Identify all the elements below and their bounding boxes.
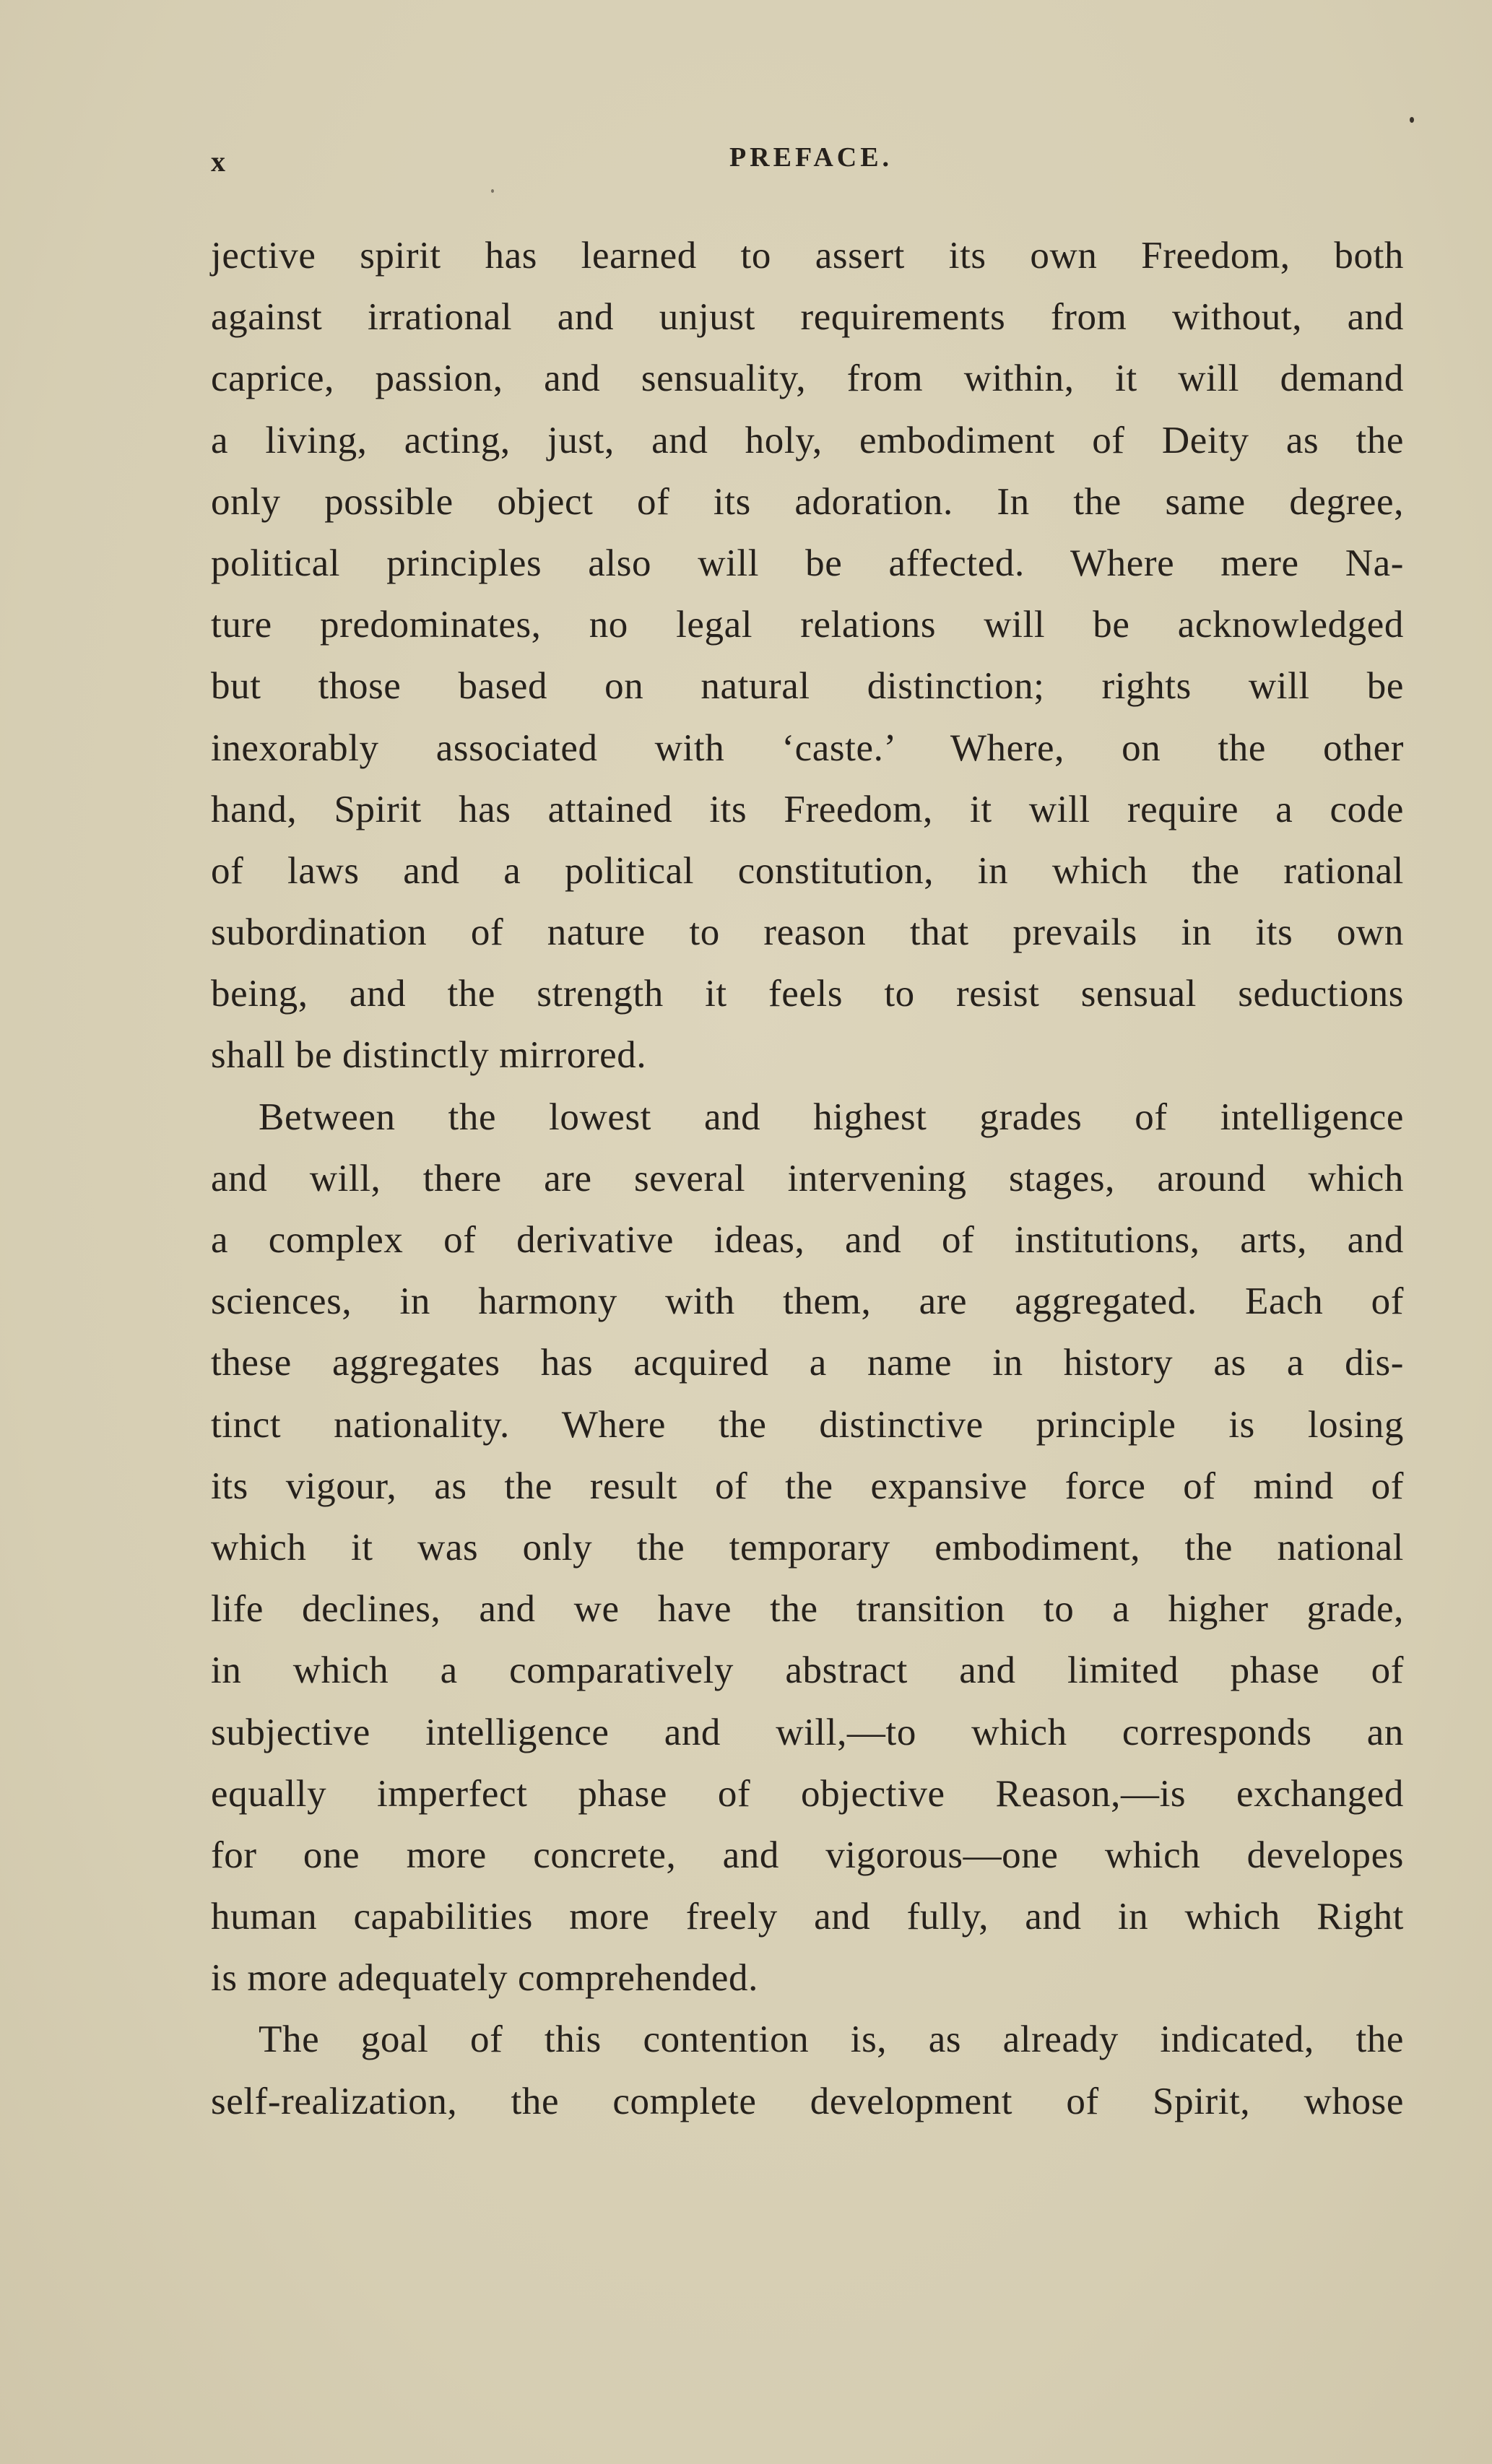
text-line: a living, acting, just, and holy, embodiment of Deity as the (211, 419, 1404, 461)
text-line: is more adequately comprehended. (211, 1957, 758, 2000)
text-line: shall be distinctly mirrored. (211, 1034, 647, 1077)
text-line: jective spirit has learned to assert its own Freedom, both (211, 235, 1404, 277)
body-text (211, 225, 1404, 2133)
text-line: which it was only the temporary embodiment, the national (211, 1526, 1404, 1569)
text-line: but those based on natural distinction; rights will be (211, 665, 1404, 708)
text-line: being, and the strength it feels to resist sensual seductions (211, 973, 1404, 1015)
text-line: equally imperfect phase of objective Reason,—is exchanged (211, 1772, 1404, 1815)
text-line: against irrational and unjust requirements from without, and (211, 296, 1404, 339)
text-line: of laws and a political constitution, in which the rational (211, 849, 1404, 892)
text-line: a complex of derivative ideas, and of institutions, arts, and (211, 1219, 1404, 1261)
text-line: subordination of nature to reason that prevails in its own (211, 911, 1404, 954)
text-line: Between the lowest and highest grades of intelligence (259, 1096, 1404, 1138)
paragraph (211, 1087, 1404, 2010)
running-title: PREFACE. (729, 142, 893, 173)
text-line: life declines, and we have the transition to a higher grade, (211, 1588, 1404, 1631)
text-line: and will, there are several intervening stages, around which (211, 1157, 1404, 1200)
text-line: human capabilities more freely and fully, and in which Right (211, 1896, 1404, 1938)
text-line: tinct nationality. Where the distinctive principle is losing (211, 1403, 1404, 1446)
text-line: caprice, passion, and sensuality, from within, it will demand (211, 357, 1404, 400)
text-line: hand, Spirit has attained its Freedom, it will require a code (211, 788, 1404, 830)
paragraph (211, 2009, 1404, 2132)
ink-speck (1410, 117, 1414, 123)
text-line: inexorably associated with ‘caste.’ Where, on the other (211, 726, 1404, 769)
text-line: subjective intelligence and will,—to which corresponds an (211, 1711, 1404, 1753)
text-line: political principles also will be affected. Where mere Na- (211, 542, 1404, 584)
text-line: its vigour, as the result of the expansive force of mind of (211, 1465, 1404, 1507)
page-number: x (211, 145, 227, 178)
text-line: The goal of this contention is, as already indicated, the (259, 2018, 1404, 2061)
text-line: only possible object of its adoration. In the same degree, (211, 480, 1404, 523)
text-line: ture predominates, no legal relations will be acknowledged (211, 604, 1404, 646)
text-line: sciences, in harmony with them, are aggregated. Each of (211, 1280, 1404, 1323)
paragraph (211, 225, 1404, 1087)
text-line: these aggregates has acquired a name in history as a dis- (211, 1342, 1404, 1384)
text-line: in which a comparatively abstract and limited phase of (211, 1649, 1404, 1692)
ink-speck (491, 189, 494, 193)
text-line: for one more concrete, and vigorous—one which developes (211, 1834, 1404, 1876)
text-line: self-realization, the complete development of Spirit, whose (211, 2080, 1404, 2122)
